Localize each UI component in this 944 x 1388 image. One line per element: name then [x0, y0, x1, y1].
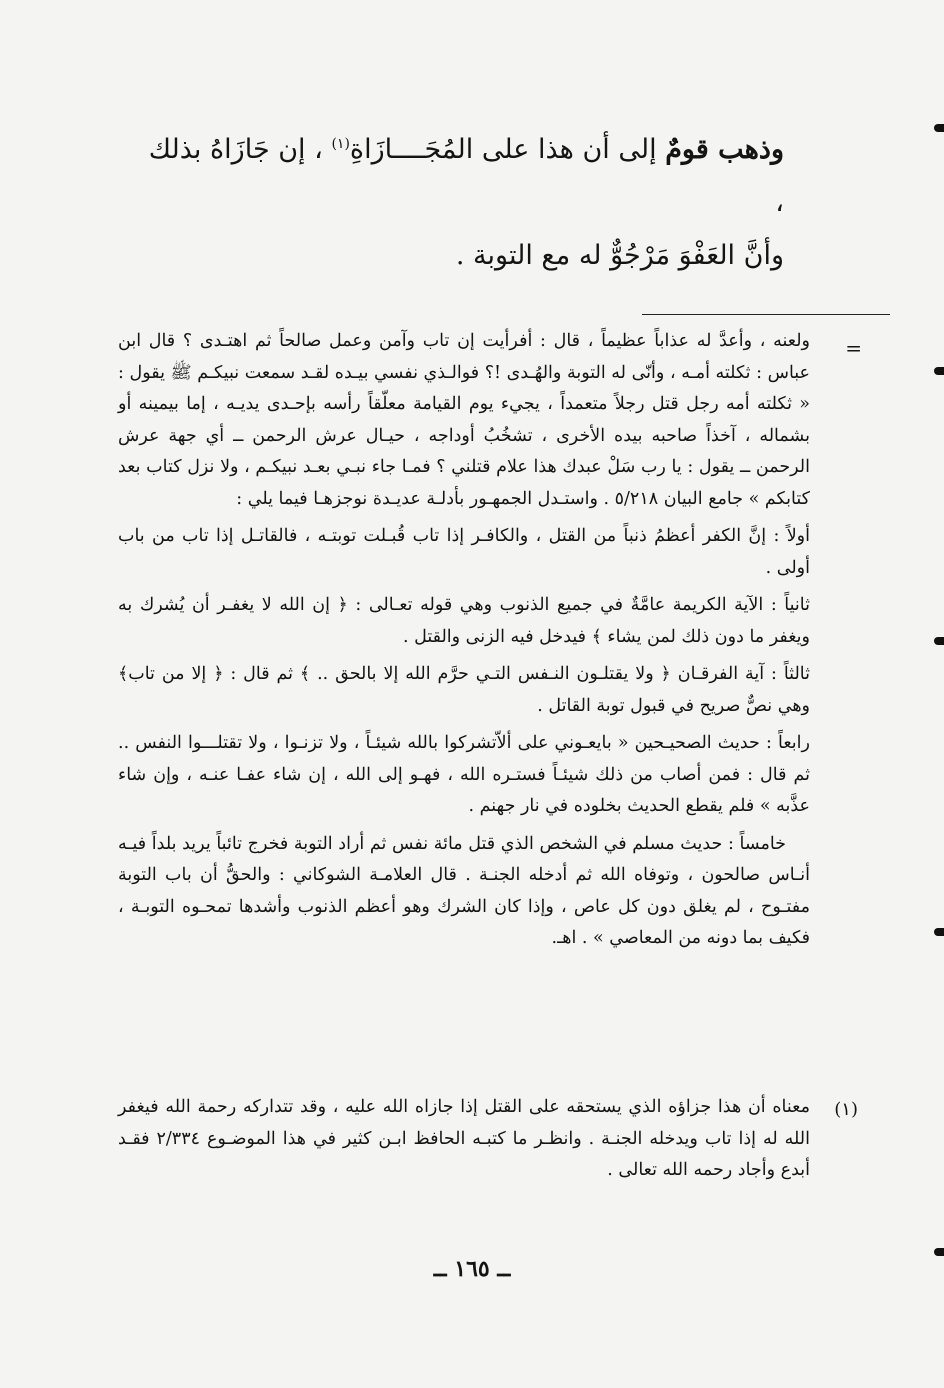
edge-mark: [934, 124, 944, 132]
continued-footnote-mark: =: [845, 336, 862, 360]
edge-mark: [934, 637, 944, 645]
footnote-1-number: (١): [834, 1099, 858, 1120]
footnote-continued: [118, 326, 810, 955]
footnote-point-4: رابعاً : حديث الصحيـحين « بايعـوني على ألاّتشركوا بالله شيئـاً ، ولا تزنـوا ، ولا تقتلـــوا النفس .. ثم قال : فمن أصاب من ذلك شيئـاً فستـره الله ، فهـو إلى الله ، إن شاء عفـا عنـه ، وإن شاء عذَّبه » فلم يقطع الحديث بخلوده في نار جهنم .: [118, 733, 810, 816]
footnote-point-1: أولاً : إنَّ الكفر أعظمُ ذنباً من القتل ، والكافـر إذا تاب قُبـلت توبتـه ، فالقاتـل إذا تاب من باب أولى .: [118, 526, 810, 578]
main-text-line1: إلى أن هذا على المُجَــــازَاةِ: [349, 134, 657, 165]
footnote-point-2: ثانياً : الآية الكريمة عامَّةٌ في جميع الذنوب وهي قوله تعـالى : ﴿ إن الله لا يغفـر أن يُشرك به ويغفر ما دون ذلك لمن يشاء ﴾ فيدخل فيه الزنى والقتل .: [118, 595, 810, 647]
footnote-continued-text: ولعنه ، وأعدَّ له عذاباً عظيماً ، قال : أفرأيت إن تاب وآمن وعمل صالحاً ثم اهتـدى ؟ قال ابن عباس : ثكلته أمـه ، وأنّى له التوبة والهُـدى !؟ فوالـذي نفسي بيـده لقـد سمعت نبيكـم ﷺ يقول : « ثكلته أمه رجل قتل رجلاً متعمداً ، يجيء يوم القيامة معلّقاً رأسه بإحـدى يديـه ، إما بيمينه أو بشماله ، آخذاً صاحبه بيده الأخرى ، تشخُبُ أوداجه ، حيـال عرش الرحمن ــ أي جهة عرش الرحمن ــ يقول : يا رب سَلْ عبدك هذا علام قتلني ؟ فمـا جاء نبـي بعـد نبيكـم ، ولا نزل كتاب بعد كتابكم » جامع البيان ٥/٢١٨ . واستـدل الجمهـور بأدلـة عديـدة نوجزهـا فيما يلي :: [118, 331, 810, 509]
edge-mark: [934, 367, 944, 375]
main-text-line1-end: ، إن جَازَاهُ بذلك ،: [148, 134, 784, 218]
edge-mark: [934, 1248, 944, 1256]
main-text: [144, 118, 784, 282]
edge-mark: [934, 928, 944, 936]
main-text-line2: وأنَّ العَفْوَ مَرْجُوٌّ له مع التوبة .: [455, 240, 784, 271]
footnote-ref: (١): [331, 136, 350, 152]
footnote-separator: [642, 314, 890, 315]
footnote-point-3: ثالثاً : آية الفرقـان ﴿ ولا يقتلـون النـفس التـي حرَّم الله إلا بالحق .. ﴾ ثم قال : ﴿ إلا من تاب﴾ وهي نصٌّ صريح في قبول توبة القاتل .: [118, 664, 810, 716]
footnote-1-text: معناه أن هذا جزاؤه الذي يستحقه على القتل إذا جازاه الله عليه ، وقد تتداركه رحمة الله فيغفر الله له إذا تاب ويدخله الجنـة . وانظـر ما كتبـه الحافظ ابـن كثير في هذا الموضـوع ٢/٣٣٤ فقـد أبدع وأجاد رحمه الله تعالى .: [118, 1097, 811, 1180]
footnote-point-5: خامساً : حديث مسلم في الشخص الذي قتل مائة نفس ثم أراد التوبة فخرج تائباً يريد بلداً فيـه أنـاس صالحون ، وتوفاه الله ثم أدخله الجنـة . قال العلامـة الشوكاني : والحقُّ أن باب التوبة مفتـوح ، لم يغلق دون كل عاص ، وإذا كان الشرك وهو أعظم الذنوب وأشدها تمحـوه التوبـة ، فكيف بما دونه من المعاصي » . اهـ.: [118, 833, 810, 948]
main-text-lead: وذهب قومٌ: [665, 134, 784, 165]
page-number: ــ ١٦٥ ــ: [433, 1256, 511, 1282]
